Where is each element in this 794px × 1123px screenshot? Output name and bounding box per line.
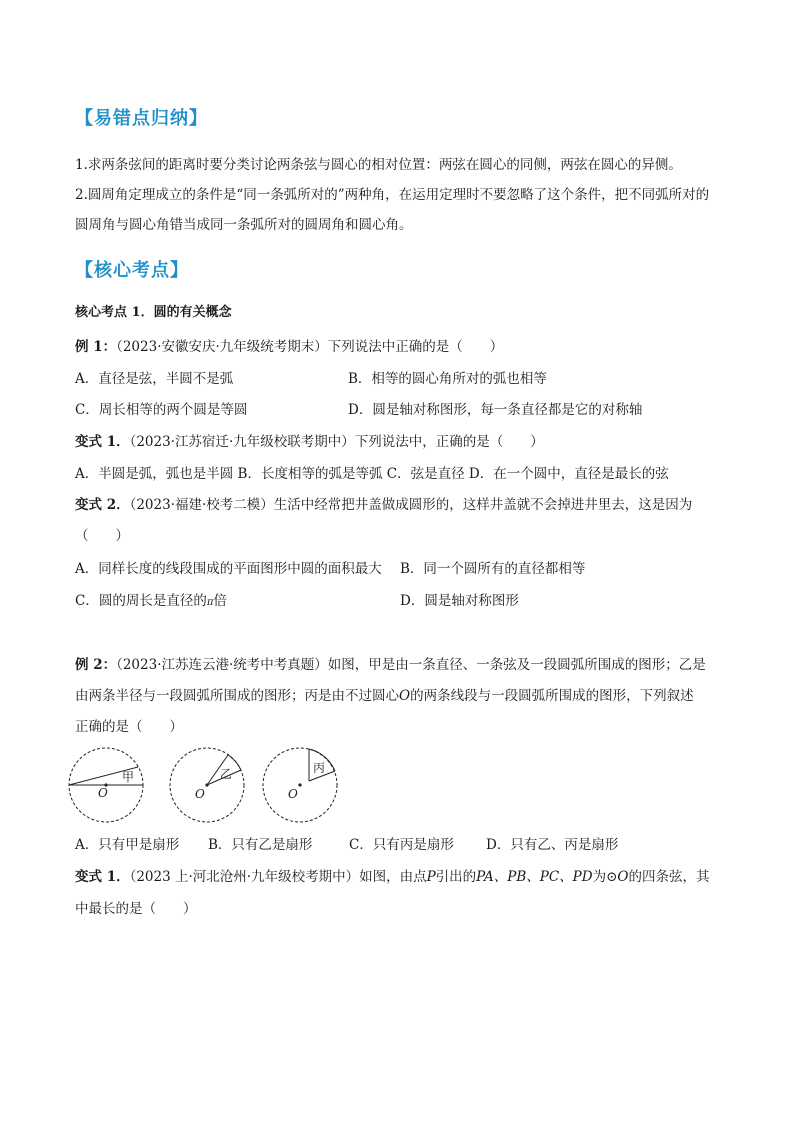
- ex1-option-a: A．直径是弦，半圆不是弧: [75, 371, 234, 387]
- ex1-source: （2023·安徽安庆·九年级统考期末）: [116, 339, 328, 355]
- var2-option-a: A．同样长度的线段围成的平面图形中圆的面积最大: [75, 561, 382, 577]
- var3-wei: 为: [592, 869, 607, 885]
- var3-mid: 引出的: [435, 869, 477, 885]
- var2-option-d: D．圆是轴对称图形: [400, 593, 519, 609]
- var1-label: 变式 1．: [75, 434, 130, 450]
- ex2-option-b: B．只有乙是扇形: [208, 837, 313, 853]
- chord-names: PA、PB、PC、PD: [476, 869, 593, 885]
- ex1-label: 例 1：: [75, 339, 117, 355]
- ex2-line3: 正确的是（ ）: [75, 719, 183, 735]
- label-jia: 甲: [122, 770, 135, 784]
- figure-bing: [263, 748, 337, 822]
- pi-symbol: π: [206, 597, 214, 608]
- ex2-line1: [75, 655, 706, 675]
- section-title-errors: 【易错点归纳】: [75, 108, 208, 129]
- circle-symbol: ⊙: [606, 869, 618, 885]
- var1-source: （2023·江苏宿迁·九年级校联考期中）: [129, 434, 355, 450]
- error-item-1: 1.求两条弦间的距离时要分类讨论两条弦与圆心的相对位置：两弦在圆心的同侧，两弦在圆心的异侧。: [75, 157, 682, 173]
- ex2-text2b: 的两条线段与一段圆弧所围成的图形，下列叙述: [410, 688, 694, 704]
- ex2-text2a: 由两条半径与一段圆弧所围成的图形；丙是由不过圆心: [75, 688, 399, 704]
- var3-post: 的四条弦，其: [628, 869, 710, 885]
- label-bing: 丙: [313, 761, 326, 775]
- ex1-option-d: D．圆是轴对称图形，每一条直径都是它的对称轴: [348, 402, 643, 418]
- point-o: O: [617, 869, 629, 885]
- error-item-2-line1: 2.圆周角定理成立的条件是“同一条弧所对的”两种角，在运用定理时不要忽略了这个条件，把不同弧所对的: [75, 187, 710, 203]
- var3-source: （2023 上·河北沧州·九年级校考期中）: [129, 869, 360, 885]
- ex2-option-a: A．只有甲是扇形: [75, 837, 180, 853]
- var2-option-c: [75, 591, 227, 613]
- ex2-option-d: D．只有乙、丙是扇形: [486, 837, 619, 853]
- point-p: P: [426, 869, 436, 885]
- var1-stem: 下列说法中，正确的是（ ）: [354, 434, 544, 450]
- var3-line2: 中最长的是（ ）: [75, 901, 197, 917]
- error-item-2-line2: 圆周角与圆心角错当成同一条弧所对的圆周角和圆心角。: [75, 217, 413, 233]
- var3-label: 变式 1．: [75, 869, 130, 885]
- label-o-bing: O: [288, 787, 298, 801]
- ex2-point-o: O: [399, 688, 411, 704]
- var2-stem: 生活中经常把井盖做成圆形的，这样井盖就不会掉进井里去，这是因为: [273, 497, 693, 513]
- ex2-source: （2023·江苏连云港·统考中考真题）: [116, 657, 328, 673]
- var3-line1: [75, 867, 709, 887]
- var2-option-c-suffix: 倍: [213, 593, 227, 609]
- var2-label: 变式 2．: [75, 497, 130, 513]
- ex2-label: 例 2：: [75, 657, 117, 673]
- var2-source: （2023·福建·校考二模）: [129, 497, 274, 513]
- label-o-jia: O: [98, 786, 108, 800]
- label-o-yi: O: [195, 787, 205, 801]
- ex2-text1: 如图，甲是由一条直径、一条弦及一段圆弧所围成的图形；乙是: [327, 657, 706, 673]
- ex1-question: [75, 337, 503, 357]
- var2-paren: （ ）: [75, 528, 129, 544]
- ex2-figures: [65, 745, 365, 830]
- ex2-option-c: C．只有丙是扇形: [349, 837, 454, 853]
- figure-jia: [69, 748, 143, 822]
- ex1-stem: 下列说法中正确的是（ ）: [327, 339, 504, 355]
- var2-option-b: B．同一个圆所有的直径都相等: [400, 561, 586, 577]
- label-yi: 乙: [220, 767, 233, 781]
- figure-yi: [170, 748, 244, 822]
- core-heading: 核心考点 1．圆的有关概念: [75, 305, 232, 320]
- section-title-core: 【核心考点】: [75, 260, 189, 281]
- var1-question: [75, 432, 544, 452]
- var3-pre: 如图，由点: [359, 869, 427, 885]
- ex1-option-b: B．相等的圆心角所对的弧也相等: [348, 371, 547, 387]
- ex2-line2: [75, 686, 694, 706]
- var2-question: [75, 495, 692, 515]
- ex1-option-c: C．周长相等的两个圆是等圆: [75, 402, 248, 418]
- var2-option-c-text: C．圆的周长是直径的: [75, 593, 207, 609]
- var1-options: A．半圆是弧，弧也是半圆 B．长度相等的弧是等弧 C．弦是直径 D．在一个圆中，直径是最长的弦: [75, 466, 669, 482]
